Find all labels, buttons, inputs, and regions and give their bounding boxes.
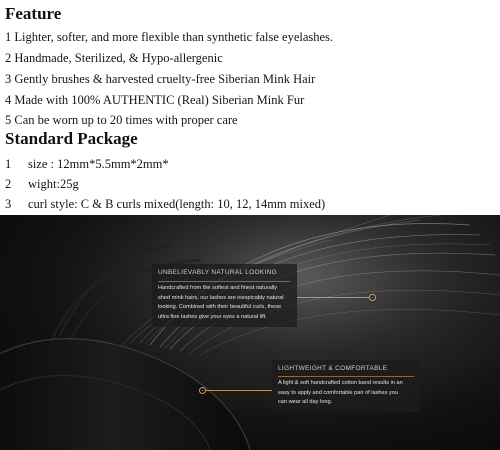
card-line: can wear all day long.: [278, 399, 333, 405]
feature-item-3: 3 Gently brushes & harvested cruelty-free Siberian Mink Hair: [5, 72, 316, 86]
card-body: [278, 379, 418, 408]
feature-item-1: 1 Lighter, softer, and more flexible than synthetic false eyelashes.: [5, 30, 334, 44]
card-line: ultra fine lashes give your eyes a natural lift.: [158, 313, 267, 320]
package-item-number: 2: [5, 177, 12, 191]
package-heading: Standard Package: [5, 129, 138, 148]
card-divider: [158, 281, 290, 282]
feature-item-2: 2 Handmade, Sterilized, & Hypo-allergenic: [5, 51, 223, 65]
package-item-text: curl style: C & B curls mixed(length: 10, 12, 14mm mixed): [28, 197, 326, 211]
feature-heading: Feature: [5, 4, 62, 23]
card-title: LIGHTWEIGHT & COMFORTABLE: [278, 365, 388, 372]
package-item-text: wight:25g: [28, 177, 79, 191]
lash-product-photo: [0, 215, 500, 450]
info-card-natural: [152, 264, 297, 327]
package-item-text: size : 12mm*5.5mm*2mm*: [28, 157, 169, 171]
callout-connector: [205, 390, 272, 391]
hotspot-marker: [369, 294, 376, 301]
card-divider: [278, 376, 414, 377]
feature-item-4: 4 Made with 100% AUTHENTIC (Real) Siberian Mink Fur: [5, 93, 305, 107]
card-body: [158, 284, 293, 322]
text-section: [0, 0, 500, 215]
card-title: UNBELIEVABLY NATURAL LOOKING: [158, 269, 277, 276]
card-line: easy to apply and comfortable pair of lashes you: [278, 389, 399, 396]
package-item-number: 1: [5, 157, 12, 171]
feature-item-5: 5 Can be worn up to 20 times with proper care: [5, 113, 238, 127]
card-line: shed mink hairs, our lashes are inexpicably natural: [158, 294, 284, 301]
callout-connector: [297, 297, 370, 298]
eyelash-illustration: [0, 215, 500, 450]
info-card-comfortable: [272, 360, 420, 412]
card-line: Handcrafted from the softest and finest naturally: [158, 285, 278, 291]
card-line: looking. Combined with their beautiful curls, these: [158, 304, 282, 310]
hotspot-marker: [199, 387, 206, 394]
package-item-number: 3: [5, 197, 12, 211]
card-line: A light & soft handcrafted cotton band results in an: [278, 380, 403, 386]
